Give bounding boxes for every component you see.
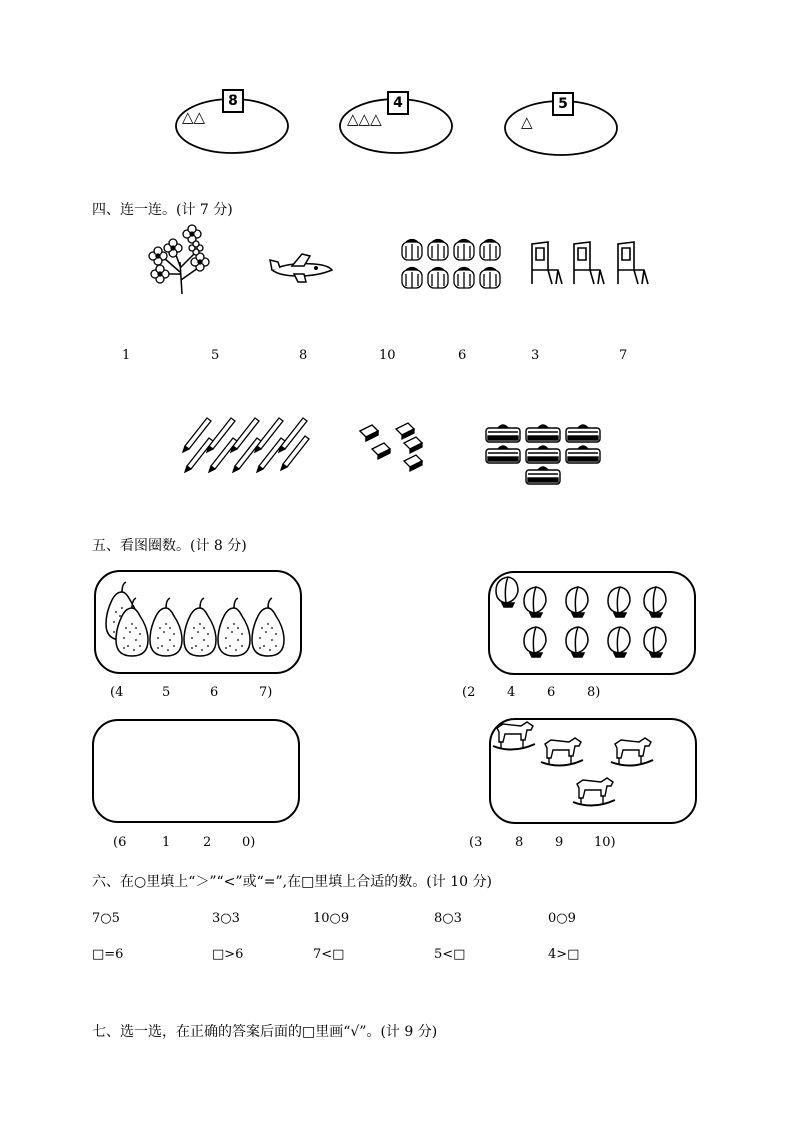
empty-choice-2[interactable]: 1 — [162, 835, 171, 850]
compare-3-3[interactable]: 3○3 — [212, 911, 240, 926]
horses-choice-2[interactable]: 8 — [515, 835, 524, 850]
compare-7-5[interactable]: 7○5 — [92, 911, 120, 926]
peaches-choice-1[interactable]: (2 — [462, 685, 476, 700]
number-7: 7 — [619, 348, 628, 363]
peppers-picture — [400, 238, 504, 296]
section5-title: 五、看图圈数。(计 8 分) — [92, 538, 247, 554]
fill-7-lt[interactable]: 7<□ — [313, 947, 345, 962]
number-6: 6 — [458, 348, 467, 363]
number-1: 1 — [122, 348, 131, 363]
empty-choice-4[interactable]: 0) — [242, 835, 256, 850]
fill-gt-6[interactable]: □>6 — [212, 947, 244, 962]
empty-choice-1[interactable]: (6 — [113, 835, 127, 850]
horses-choice-3[interactable]: 9 — [555, 835, 564, 850]
purses-picture — [484, 424, 606, 488]
pears-box — [94, 570, 302, 674]
peaches-box — [488, 571, 696, 675]
oval-group-3 — [503, 90, 619, 156]
pears-choice-1[interactable]: (4 — [110, 685, 124, 700]
fill-eq-6[interactable]: □=6 — [92, 947, 124, 962]
compare-8-3[interactable]: 8○3 — [434, 911, 462, 926]
pears-choice-3[interactable]: 6 — [210, 685, 219, 700]
number-5: 5 — [211, 348, 220, 363]
fill-5-lt[interactable]: 5<□ — [434, 947, 466, 962]
section6-title: 六、在○里填上“＞”“<”或“=”,在□里填上合适的数。(计 10 分) — [92, 874, 492, 890]
number-box: 4 — [387, 91, 409, 115]
airplane-picture — [268, 252, 338, 284]
number-3: 3 — [531, 348, 540, 363]
oval-group-2 — [338, 88, 454, 154]
pencils-picture — [183, 416, 313, 472]
number-box: 8 — [222, 89, 244, 113]
fill-4-gt[interactable]: 4>□ — [548, 947, 580, 962]
horses-choice-4[interactable]: 10) — [594, 835, 616, 850]
empty-box — [92, 719, 300, 823]
peaches-choice-3[interactable]: 6 — [547, 685, 556, 700]
oval-group-1 — [174, 88, 290, 154]
number-10: 10 — [379, 348, 396, 363]
flowers-picture — [140, 222, 215, 297]
chairs-picture — [528, 240, 658, 288]
triangles: △△ — [182, 108, 206, 126]
peaches-choice-2[interactable]: 4 — [507, 685, 516, 700]
triangles: △△△ — [347, 110, 382, 128]
erasers-picture — [358, 425, 428, 475]
pears-choice-2[interactable]: 5 — [162, 685, 171, 700]
section4-title: 四、连一连。(计 7 分) — [92, 202, 233, 218]
pears-choice-4[interactable]: 7) — [259, 685, 273, 700]
number-box: 5 — [552, 92, 574, 116]
peaches-choice-4[interactable]: 8) — [587, 685, 601, 700]
horses-choice-1[interactable]: (3 — [469, 835, 483, 850]
compare-10-9[interactable]: 10○9 — [313, 911, 350, 926]
empty-choice-3[interactable]: 2 — [203, 835, 212, 850]
rocking-horses-box — [489, 718, 697, 824]
section7-title: 七、选一选，在正确的答案后面的□里画“√”。(计 9 分) — [92, 1024, 438, 1040]
compare-0-9[interactable]: 0○9 — [548, 911, 576, 926]
number-8: 8 — [299, 348, 308, 363]
triangles: △ — [521, 113, 533, 131]
